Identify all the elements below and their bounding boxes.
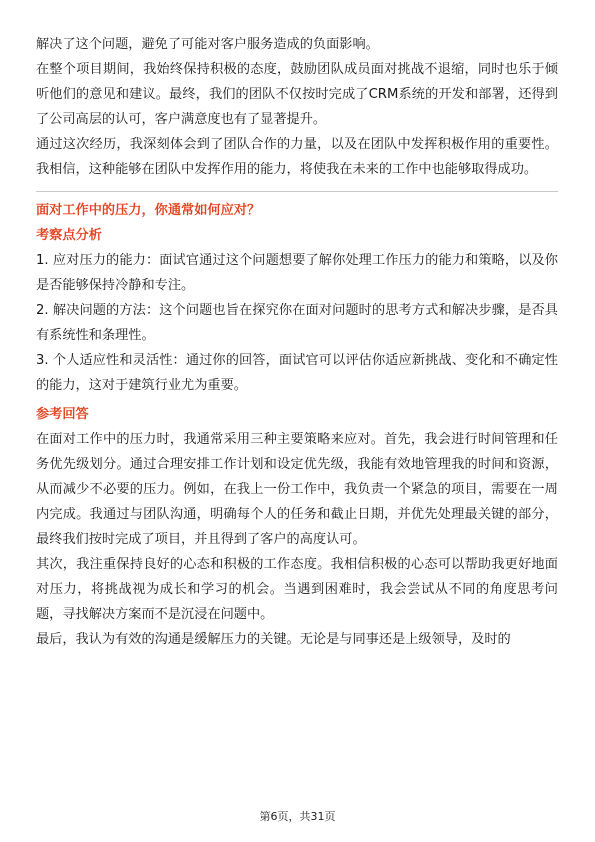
answer-paragraph: 最后，我认为有效的沟通是缓解压力的关键。无论是与同事还是上级领导，及时的: [36, 632, 511, 647]
answer-heading: 参考回答: [36, 407, 89, 422]
intro-paragraph: 通过这次经历，我深刻体会到了团队合作的力量，以及在团队中发挥积极作用的重要性。我相信，这种能够在团队中发挥作用的能力，将使我在未来的工作中也能够取得成功。: [36, 137, 558, 177]
analysis-item: 3. 个人适应性和灵活性：通过你的回答，面试官可以评估你适应新挑战、变化和不确定性的能力，这对于建筑行业尤为重要。: [36, 353, 558, 393]
analysis-heading: 考察点分析: [36, 228, 102, 243]
answer-paragraph: 其次，我注重保持良好的心态和积极的工作态度。我相信积极的心态可以帮助我更好地面对压力，将挑战视为成长和学习的机会。当遇到困难时，我会尝试从不同的角度思考问题，寻找解决方案而不是沉浸在问题中。: [36, 557, 558, 622]
question-title: 面对工作中的压力，你通常如何应对？: [36, 203, 261, 218]
analysis-item: 1. 应对压力的能力：面试官通过这个问题想要了解你处理工作压力的能力和策略，以及你是否能够保持冷静和专注。: [36, 253, 558, 293]
analysis-item: 2. 解决问题的方法：这个问题也旨在探究你在面对问题时的思考方式和解决步骤，是否具有系统性和条理性。: [36, 303, 558, 343]
intro-paragraph: 在整个项目期间，我始终保持积极的态度，鼓励团队成员面对挑战不退缩，同时也乐于倾听他们的意见和建议。最终，我们的团队不仅按时完成了CRM系统的开发和部署，还得到了公司高层的认可，客户满意度也有了显著提升。: [36, 62, 558, 127]
answer-paragraph: 在面对工作中的压力时，我通常采用三种主要策略来应对。首先，我会进行时间管理和任务优先级划分。通过合理安排工作计划和设定优先级，我能有效地管理我的时间和资源，从而减少不必要的压力。例如，在我上一份工作中，我负责一个紧急的项目，需要在一周内完成。我通过与团队沟通，明确每个人的任务和截止日期，并优先处理最关键的部分，最终我们按时完成了项目，并且得到了客户的高度认可。: [36, 432, 558, 547]
intro-paragraph: 解决了这个问题，避免了可能对客户服务造成的负面影响。: [36, 37, 379, 52]
document-page: [36, 32, 558, 652]
section-divider: [36, 191, 558, 192]
page-number: 第6页，共31页: [259, 810, 336, 823]
